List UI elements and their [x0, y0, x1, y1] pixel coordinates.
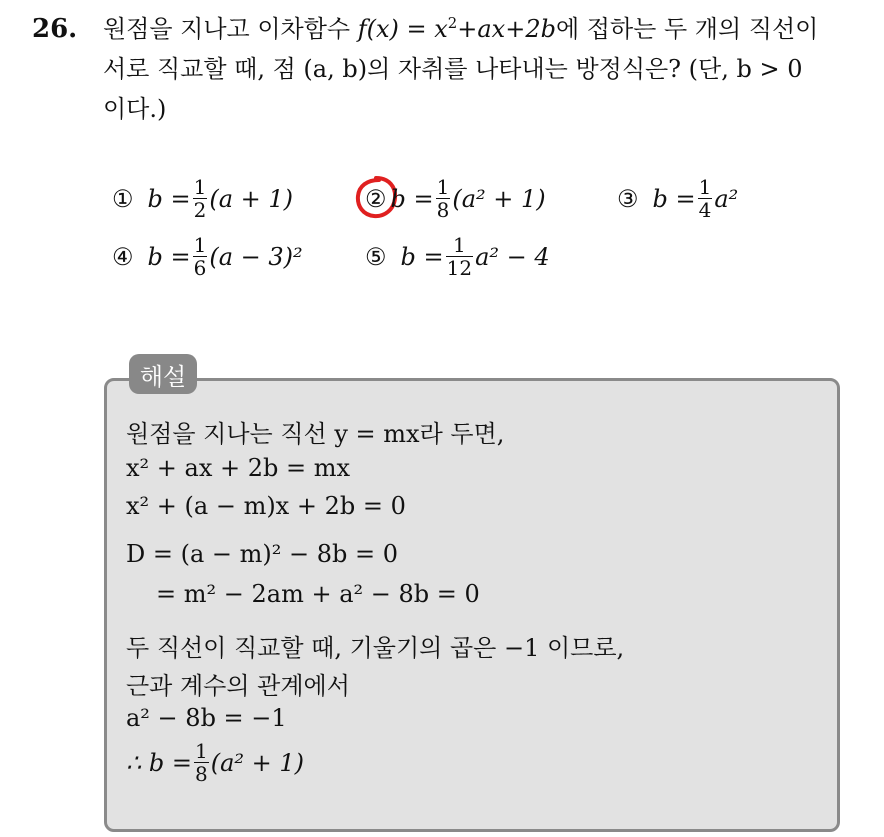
- option-fraction: $\frac{1}{6}$: [193, 233, 207, 280]
- option-label: ①: [112, 184, 134, 213]
- option-lhs: b =: [400, 242, 444, 271]
- option-2[interactable]: [365, 176, 546, 221]
- solution-line-3: x² + (a − m)x + 2b = 0: [126, 492, 406, 520]
- stem-text-1-end: 에 접하는 두 개의 직선이: [555, 15, 819, 43]
- solution-line-8: a² − 8b = −1: [126, 704, 287, 732]
- function-expr: f(x) = x: [357, 15, 448, 43]
- option-lhs: b =: [147, 242, 191, 271]
- final-rhs: (a² + 1): [210, 748, 305, 777]
- solution-line-5: = m² − 2am + a² − 8b = 0: [156, 580, 480, 608]
- option-3[interactable]: [617, 176, 738, 221]
- option-lhs: b =: [390, 184, 434, 213]
- solution-line-1: 원점을 지나는 직선 y = mx라 두면,: [126, 420, 505, 448]
- function-tail: +ax+2b: [457, 15, 556, 43]
- question-line-1: [103, 10, 818, 48]
- option-rhs: a² − 4: [475, 242, 550, 271]
- question-number: 26.: [32, 14, 78, 44]
- option-label: ⑤: [365, 242, 387, 271]
- question-line-3: 이다.): [103, 95, 167, 123]
- option-lhs: b =: [652, 184, 696, 213]
- solution-line-2: x² + ax + 2b = mx: [126, 454, 351, 482]
- option-lhs: b =: [147, 184, 191, 213]
- solution-line-6: 두 직선이 직교할 때, 기울기의 곱은 −1 이므로,: [126, 634, 625, 662]
- option-rhs: a²: [714, 184, 739, 213]
- question-line-2: 서로 직교할 때, 점 (a, b)의 자취를 나타내는 방정식은? (단, b > 0: [103, 55, 803, 83]
- option-fraction: $\frac{1}{2}$: [193, 175, 207, 222]
- solution-final: [126, 740, 304, 785]
- option-label: ③: [617, 184, 639, 213]
- option-rhs: (a − 3)²: [209, 242, 303, 271]
- exponent: 2: [447, 14, 458, 33]
- option-fraction: $\frac{1}{4}$: [698, 175, 712, 222]
- option-label: ④: [112, 242, 134, 271]
- solution-tag: 해설: [129, 354, 197, 394]
- option-fraction: $\frac{1}{8}$: [436, 175, 450, 222]
- solution-line-7: 근과 계수의 관계에서: [126, 672, 350, 700]
- option-1[interactable]: [112, 176, 293, 221]
- stem-text-1: 원점을 지나고 이차함수: [103, 15, 351, 43]
- option-rhs: (a + 1): [209, 184, 294, 213]
- option-4[interactable]: [112, 234, 303, 279]
- solution-line-4: D = (a − m)² − 8b = 0: [126, 540, 399, 568]
- option-5[interactable]: [365, 234, 550, 279]
- final-fraction: $\frac{1}{8}$: [195, 739, 208, 786]
- final-prefix: ∴ b =: [126, 748, 192, 777]
- option-rhs: (a² + 1): [452, 184, 546, 213]
- option-label: ②: [365, 184, 387, 213]
- option-fraction: $\frac{1}{12}$: [446, 233, 473, 280]
